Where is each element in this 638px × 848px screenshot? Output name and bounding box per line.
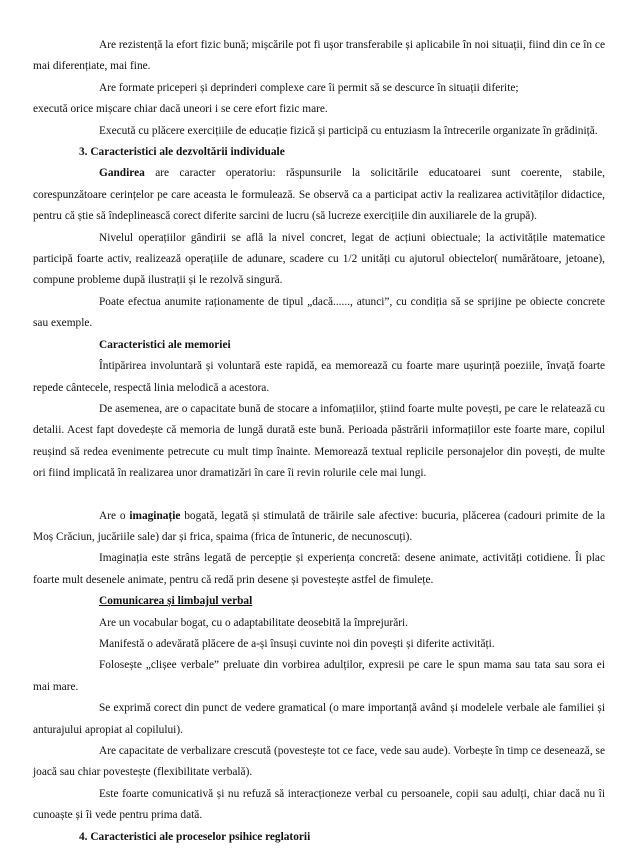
subheading-memory: Caracteristici ale memoriei (99, 338, 231, 351)
paragraph-long-term-memory: De asemenea, are o capacitate bună de stocare a infomațiilor, știind foarte multe povești, pe care le relatează cu detalii. Acest fapt dovedește că memoria de lungă durată este bună. Perioada păstrării informațiilor este foarte mare, copilul reușind să redea evenimente petrecute cu mult timp înainte. Memorează textual replicile personajelor din povești, de multe ori fiind implicată în realizarea unor dramatizări în care îi revin rolurile cele mai lungi. (33, 402, 605, 480)
paragraph-effort: Are rezistență la efort fizic bună; mișcările pot fi ușor transferabile și aplicabile în noi situații, fiind din ce în ce mai diferențiate, mai fine. (33, 39, 605, 73)
paragraph-imagination (33, 506, 605, 549)
section-heading-4: 4. Caracteristici ale proceselor psihice reglatorii (79, 830, 311, 843)
paragraph-vocabulary: Are un vocabular bogat, cu o adaptabilitate deosebită la împrejurări. (99, 616, 408, 629)
subheading-communication: Comunicarea și limbajul verbal (99, 595, 253, 608)
paragraph-memorization: Întipărirea involuntară și voluntară este rapidă, ea memorează cu foarte mare ușurință poeziile, învață foarte repede cântecele, respectă linia melodică a acestora. (33, 360, 605, 394)
term-imagination: imaginație (129, 509, 181, 522)
paragraph-cliches: Folosește „clișee verbale” preluate din vorbirea adulților, expresii pe care le spun mama sau tata sau sora ei mai mare. (33, 659, 605, 693)
paragraph-reasoning: Poate efectua anumite raționamente de tipul „dacă......, atunci”, cu condiția să se sprijine pe obiecte concrete sau exemple. (33, 295, 605, 330)
paragraph-movement: execută orice mișcare chiar dacă uneori i se cere efort fizic mare. (33, 103, 328, 116)
paragraph-new-words: Manifestă o adevărată plăcere de a-și însuși cuvinte noi din povești și diferite activități. (99, 637, 495, 650)
paragraph-grammar: Se exprimă corect din punct de vedere gramatical (o mare importanță având și modelele verbale ale familiei și anturajului apropiat al copilului). (33, 702, 605, 736)
paragraph-physical-education: Execută cu plăcere exercițiile de educație fizică și participă cu entuziasm la întrecerile organizate în grădiniță. (99, 124, 598, 137)
blank-line (33, 485, 605, 506)
paragraph-thinking (33, 163, 605, 227)
thinking-text: are caracter operatoriu: răspunsurile la solicitările educatoarei sunt coerente, stabile, corespunzătoare cerințelor pe care aceasta le formulează. Se observă ca a participat activ la realizarea activităților didactice, pentru că știe să îndeplinească corect diferite sarcini de lucru (să lucreze exercițiile din auxiliarele de la grupă). (33, 167, 605, 223)
document-page (33, 35, 605, 848)
section-heading-3: 3. Caracteristici ale dezvoltării individuale (79, 146, 285, 159)
term-thinking: Gandirea (99, 167, 145, 180)
imagination-lead: Are o (99, 509, 130, 522)
paragraph-communicative: Este foarte comunicativă și nu refuză să interacționeze verbal cu persoanele, copii sau adulți, chiar dacă nu îi cunoaște și îi vede pentru prima dată. (33, 787, 605, 822)
paragraph-operations: Nivelul operațiilor gândirii se află la nivel concret, legat de acțiuni obiectuale; la activitățile matematice participă foarte activ, realizează operațiile de adunare, scadere cu 1/2 unități cu ajutorul obiectelor( numărătoare, jetoane), compune probleme după ilustrații și le rezolvă singură. (33, 231, 605, 287)
imagination-text: bogată, legată și stimulată de trăirile sale afective: bucuria, plăcerea (cadouri primite de la Moș Crăciun, jucăriile sale) dar și frica, spaima (frica de întuneric, de necunoscuți). (33, 509, 605, 543)
paragraph-skills: Are formate priceperi și deprinderi complexe care îi permit să se descurce în situații diferite; (99, 81, 519, 94)
paragraph-perception: Imaginația este strâns legată de percepție și experiența concretă: desene animate, activități cotidiene. Îi plac foarte mult desenele animate, pentru că redă prin desene și povestește astfel de fimulețe. (33, 552, 605, 586)
paragraph-verbalization: Are capacitate de verbalizare crescută (povestește tot ce face, vede sau aude). Vorbește în timp ce desenează, se joacă sau chiar povestește (flexibilitate verbală). (33, 745, 605, 779)
